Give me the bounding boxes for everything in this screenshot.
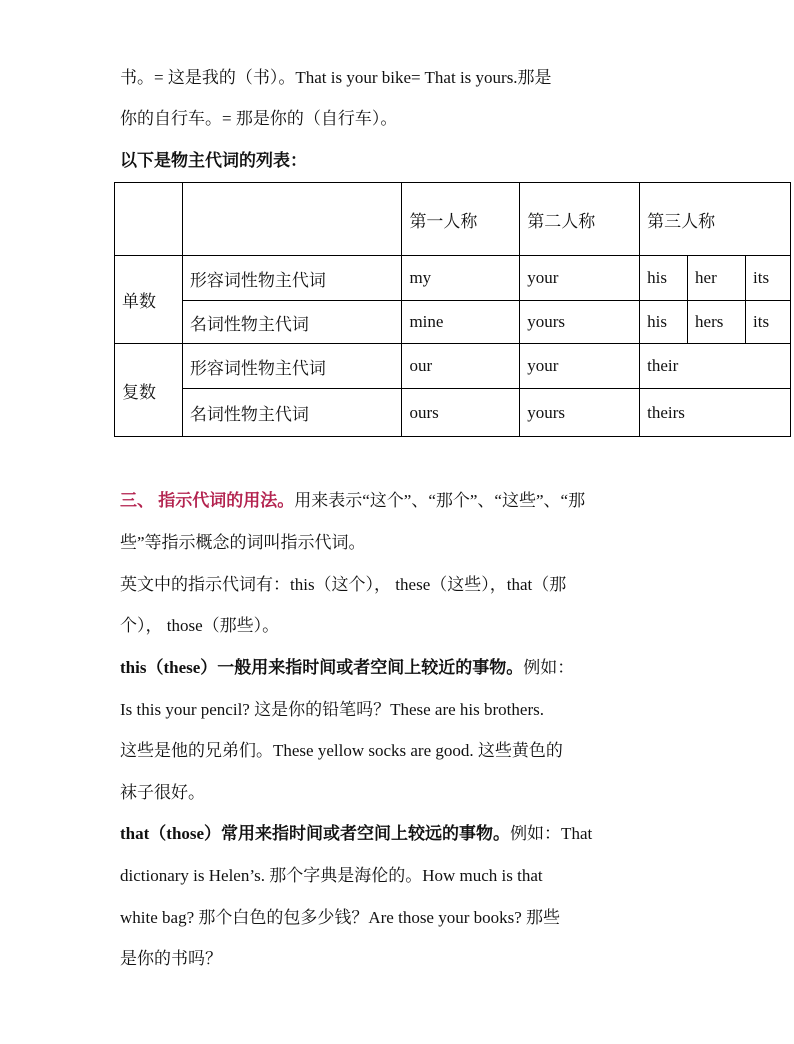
section-3-text: 用来表示“这个”、“那个”、“这些”、“那 — [294, 491, 586, 510]
text-line: 个）， those（那些）。 — [120, 616, 280, 635]
possessive-pronoun-table — [114, 182, 791, 437]
example-line: 袜子很好。 — [120, 783, 205, 802]
example-line: 这些是他的兄弟们。These yellow socks are good. 这些黄色的 — [120, 741, 563, 760]
example-line: 是你的书吗？ — [120, 949, 222, 968]
text-line: 英文中的指示代词有：this（这个）， these（这些），that（那 — [120, 575, 567, 594]
text-line: 些”等指示概念的词叫指示代词。 — [120, 533, 366, 552]
example-line: Is this your pencil? 这是你的铅笔吗？These are his brothers. — [120, 700, 544, 719]
rule-this: this（these）一般用来指时间或者空间上较近的事物。 — [120, 658, 524, 677]
cell-third-neut: its — [746, 301, 791, 344]
cell-first: my — [402, 256, 520, 301]
cell-first: mine — [402, 301, 520, 344]
row-type: 形容词性物主代词 — [182, 344, 402, 389]
table-header-row — [115, 183, 791, 256]
table-row — [115, 256, 791, 301]
table-corner-cell — [115, 183, 183, 256]
row-type: 形容词性物主代词 — [182, 256, 402, 301]
rule-this-example-label: 例如： — [523, 658, 575, 677]
rule-that-line — [120, 823, 592, 845]
row-type: 名词性物主代词 — [182, 389, 402, 437]
cell-second: yours — [520, 301, 640, 344]
section-3-line — [120, 490, 585, 512]
table-row — [115, 389, 791, 437]
cell-second: your — [520, 256, 640, 301]
cell-third-fem: her — [688, 256, 746, 301]
cell-second: yours — [520, 389, 640, 437]
header-third-person: 第三人称 — [640, 183, 791, 256]
cell-second: your — [520, 344, 640, 389]
table-row — [115, 344, 791, 389]
example-line: dictionary is Helen’s. 那个字典是海伦的。How much is that — [120, 866, 543, 885]
rule-this-line — [120, 657, 574, 679]
cell-third: their — [640, 344, 791, 389]
table-intro: 以下是物主代词的列表： — [120, 151, 307, 170]
cell-third: theirs — [640, 389, 791, 437]
cell-third-masc: his — [640, 256, 688, 301]
section-3-heading: 三、 指示代词的用法。 — [120, 491, 295, 510]
example-line: white bag? 那个白色的包多少钱？Are those your books? 那些 — [120, 908, 561, 927]
rule-that: that（those）常用来指时间或者空间上较远的事物。 — [120, 824, 511, 843]
rule-that-example-label: 例如：That — [510, 824, 593, 843]
header-second-person: 第二人称 — [520, 183, 640, 256]
text-line: 你的自行车。= 那是你的（自行车）。 — [120, 109, 398, 128]
cell-third-fem: hers — [688, 301, 746, 344]
table-corner-cell — [182, 183, 402, 256]
cell-first: our — [402, 344, 520, 389]
group-label-plural: 复数 — [115, 344, 183, 437]
row-type: 名词性物主代词 — [182, 301, 402, 344]
group-label-singular: 单数 — [115, 256, 183, 344]
cell-third-neut: its — [746, 256, 791, 301]
cell-third-masc: his — [640, 301, 688, 344]
header-first-person: 第一人称 — [402, 183, 520, 256]
table-row — [115, 301, 791, 344]
cell-first: ours — [402, 389, 520, 437]
text-line: 书。= 这是我的（书）。That is your bike= That is yours.那是 — [120, 68, 552, 87]
